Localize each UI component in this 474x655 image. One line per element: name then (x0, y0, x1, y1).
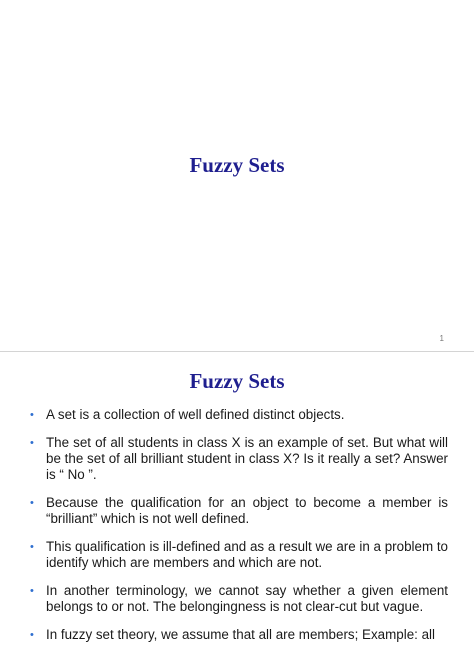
bullet-item (28, 583, 448, 615)
slide-1-title: Fuzzy Sets (189, 153, 285, 177)
bullet-text: The set of all students in class X is an example of set. But what will be the set of all brilliant student in class X? Is it really a set? Answer is “ No ”. (46, 435, 448, 482)
slide-2-title: Fuzzy Sets (189, 369, 285, 393)
bullet-text: A set is a collection of well defined distinct objects. (46, 407, 345, 422)
bullet-text: Because the qualification for an object to become a member is “brilliant” which is not well defined. (46, 495, 448, 526)
slide-2 (0, 352, 474, 642)
bullet-item (28, 627, 448, 643)
bullet-marker-icon: • (30, 437, 34, 449)
bullet-item (28, 539, 448, 571)
bullet-item (28, 407, 448, 423)
bullet-text: This qualification is ill-defined and as a result we are in a problem to identify which are members and which are not. (46, 539, 448, 570)
bullet-marker-icon: • (30, 585, 34, 597)
bullet-marker-icon: • (30, 629, 34, 641)
slide-number: 1 (439, 334, 444, 343)
bullet-text: In another terminology, we cannot say whether a given element belongs to or not. The belongingness is not clear-cut but vague. (46, 583, 448, 614)
bullet-list (28, 407, 448, 655)
bullet-item (28, 495, 448, 527)
bullet-marker-icon: • (30, 497, 34, 509)
bullet-item (28, 435, 448, 483)
bullet-marker-icon: • (30, 409, 34, 421)
bullet-marker-icon: • (30, 541, 34, 553)
bullet-text: In fuzzy set theory, we assume that all are members; Example: all (46, 627, 435, 642)
